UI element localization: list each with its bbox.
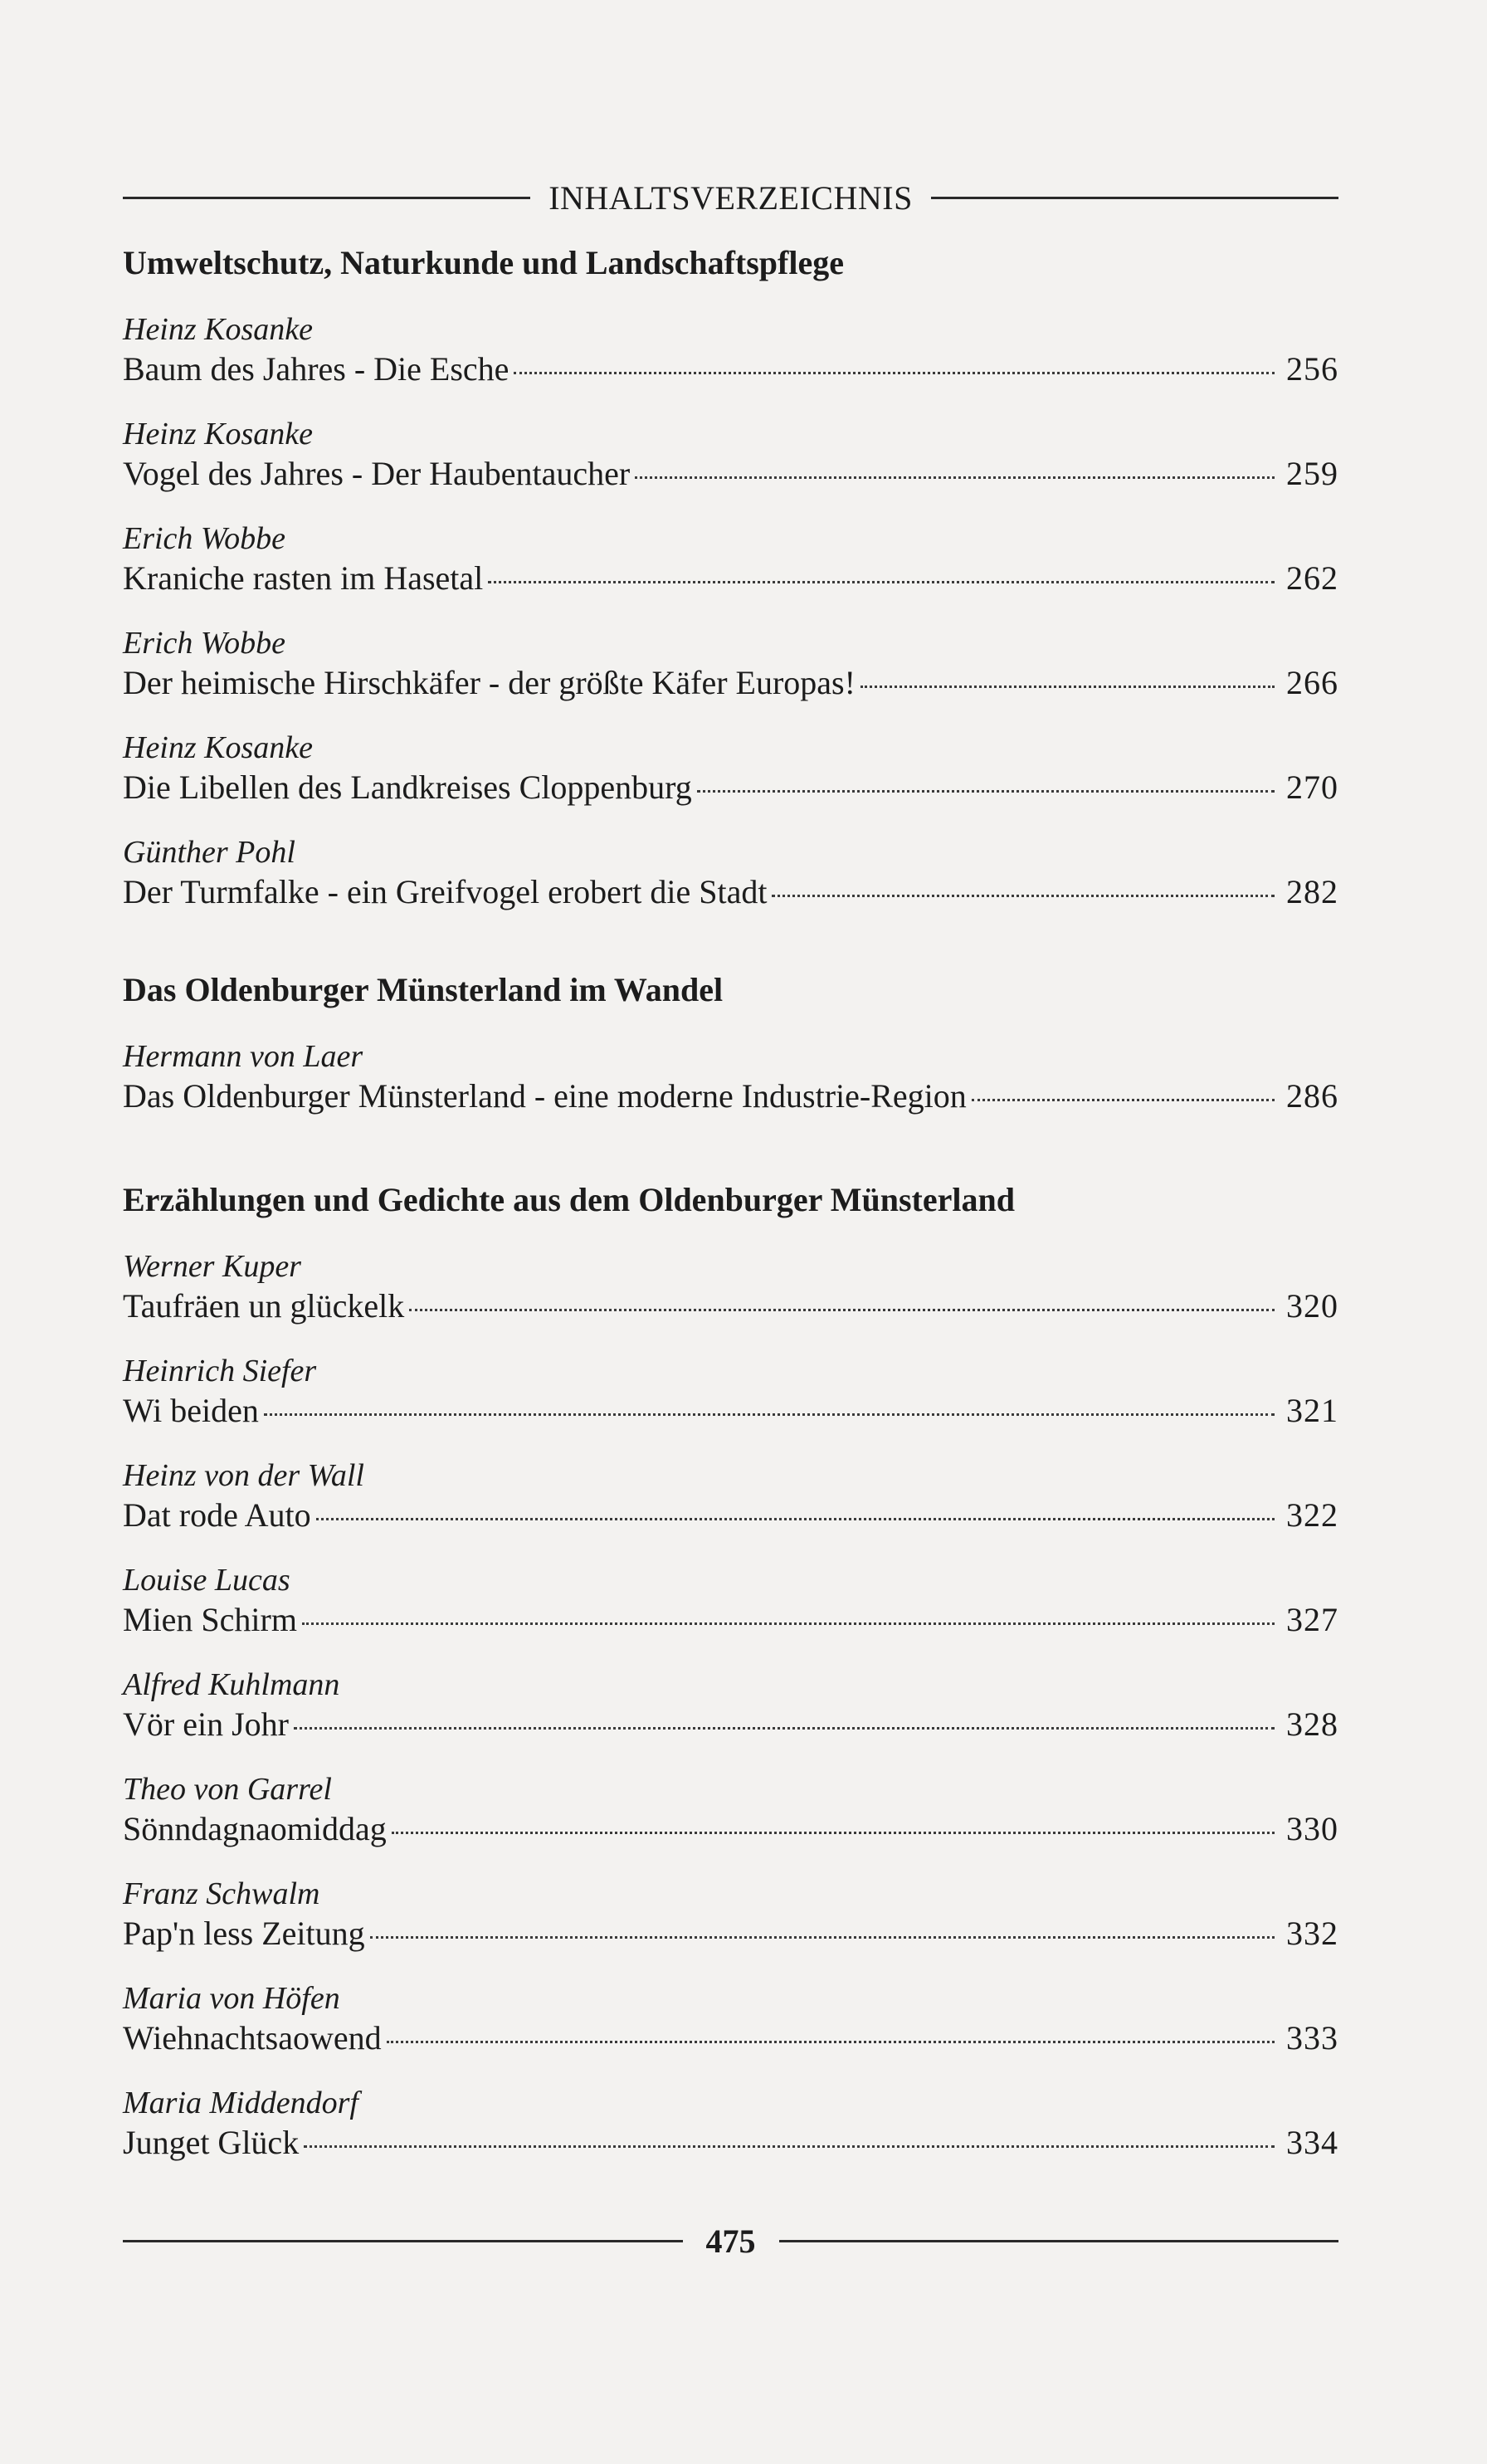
entry-title: Junget Glück <box>123 2124 300 2161</box>
entry-title: Die Libellen des Landkreises Cloppenburg <box>123 768 692 806</box>
toc-entry[interactable] <box>123 2084 1338 2164</box>
dot-leader <box>316 1518 1275 1520</box>
entry-author: Heinz Kosanke <box>123 730 314 765</box>
entry-title: Sönndagnaomiddag <box>123 1810 387 1847</box>
entry-page: 333 <box>1286 2019 1338 2057</box>
entry-title: Mien Schirm <box>123 1601 297 1638</box>
toc-entry[interactable] <box>123 729 1338 808</box>
entry-page: 322 <box>1286 1496 1338 1534</box>
running-header-title: INHALTSVERZEICHNIS <box>548 178 913 217</box>
section-title: Das Oldenburger Münsterland im Wandel <box>123 971 724 1008</box>
entry-author: Louise Lucas <box>123 1563 290 1598</box>
toc-entry[interactable] <box>123 1875 1338 1954</box>
toc-entry[interactable] <box>123 1979 1338 2059</box>
toc-entry[interactable] <box>123 1456 1338 1536</box>
dot-leader <box>387 2041 1275 2043</box>
header-rule-left <box>123 197 530 199</box>
entry-page: 334 <box>1286 2124 1338 2161</box>
dot-leader <box>514 372 1275 374</box>
dot-leader <box>635 476 1275 479</box>
entry-title: Baum des Jahres - Die Esche <box>123 350 509 388</box>
entry-author: Heinz Kosanke <box>123 417 314 451</box>
dot-leader <box>302 1622 1275 1625</box>
footer-rule-right <box>779 2240 1339 2242</box>
entry-title: Kraniche rasten im Hasetal <box>123 559 484 597</box>
toc-section <box>123 242 1338 913</box>
entry-page: 270 <box>1286 768 1338 806</box>
toc-entry[interactable] <box>123 624 1338 704</box>
entry-author: Heinz Kosanke <box>123 312 314 347</box>
entry-page: 256 <box>1286 350 1338 388</box>
dot-leader <box>370 1936 1275 1939</box>
entry-page: 332 <box>1286 1915 1338 1952</box>
footer-rule-left <box>123 2240 683 2242</box>
toc-entry[interactable] <box>123 415 1338 495</box>
dot-leader <box>264 1413 1275 1416</box>
entry-title: Taufräen un glückelk <box>123 1287 405 1325</box>
entry-author: Heinrich Siefer <box>123 1354 317 1388</box>
entry-author: Erich Wobbe <box>123 521 285 556</box>
page-footer <box>123 2216 1338 2266</box>
dot-leader <box>861 686 1275 688</box>
entry-page: 321 <box>1286 1392 1338 1429</box>
dot-leader <box>294 1727 1275 1730</box>
section-title: Umweltschutz, Naturkunde und Landschaftspflege <box>123 244 844 281</box>
entry-author: Hermann von Laer <box>123 1039 363 1074</box>
toc-entry[interactable] <box>123 1247 1338 1327</box>
header-rule-right <box>931 197 1338 199</box>
dot-leader <box>488 581 1275 583</box>
entry-title: Wiehnachtsaowend <box>123 2019 382 2057</box>
dot-leader <box>304 2145 1275 2148</box>
toc-entry[interactable] <box>123 1770 1338 1850</box>
entry-author: Erich Wobbe <box>123 626 285 661</box>
entry-page: 259 <box>1286 455 1338 492</box>
entry-author: Günther Pohl <box>123 835 295 870</box>
entry-author: Maria von Höfen <box>123 1981 340 2016</box>
entry-author: Heinz von der Wall <box>123 1458 364 1493</box>
page-number: 475 <box>705 2222 756 2260</box>
entry-title: Der Turmfalke - ein Greifvogel erobert die Stadt <box>123 873 768 910</box>
entry-title: Wi beiden <box>123 1392 259 1429</box>
toc-section <box>123 969 1338 1117</box>
entry-title: Vogel des Jahres - Der Haubentaucher <box>123 455 631 492</box>
entry-page: 266 <box>1286 664 1338 701</box>
dot-leader <box>972 1099 1275 1101</box>
entry-page: 320 <box>1286 1287 1338 1325</box>
running-header <box>123 177 1338 218</box>
entry-title: Dat rode Auto <box>123 1496 311 1534</box>
entry-page: 328 <box>1286 1705 1338 1743</box>
entry-title: Vör ein Johr <box>123 1705 289 1743</box>
entry-author: Theo von Garrel <box>123 1772 332 1807</box>
dot-leader <box>409 1309 1275 1311</box>
section-title: Erzählungen und Gedichte aus dem Oldenburger Münsterland <box>123 1181 1015 1218</box>
dot-leader <box>392 1832 1275 1834</box>
entry-title: Das Oldenburger Münsterland - eine moderne Industrie-Region <box>123 1077 967 1115</box>
toc-entry[interactable] <box>123 310 1338 390</box>
dot-leader <box>772 895 1275 897</box>
toc-entry[interactable] <box>123 1037 1338 1117</box>
entry-page: 327 <box>1286 1601 1338 1638</box>
toc-entry[interactable] <box>123 833 1338 913</box>
entry-page: 286 <box>1286 1077 1338 1115</box>
toc-entry[interactable] <box>123 1561 1338 1641</box>
dot-leader <box>697 790 1275 793</box>
toc-entry[interactable] <box>123 1666 1338 1745</box>
toc-section <box>123 1179 1338 2164</box>
entry-author: Alfred Kuhlmann <box>123 1667 340 1702</box>
toc-entry[interactable] <box>123 1352 1338 1432</box>
toc-entry[interactable] <box>123 520 1338 599</box>
entry-author: Werner Kuper <box>123 1249 301 1284</box>
entry-title: Der heimische Hirschkäfer - der größte Käfer Europas! <box>123 664 856 701</box>
entry-title: Pap'n less Zeitung <box>123 1915 365 1952</box>
entry-author: Franz Schwalm <box>123 1876 320 1911</box>
entry-author: Maria Middendorf <box>123 2086 358 2120</box>
entry-page: 330 <box>1286 1810 1338 1847</box>
entry-page: 262 <box>1286 559 1338 597</box>
entry-page: 282 <box>1286 873 1338 910</box>
toc-page <box>123 0 1338 2464</box>
